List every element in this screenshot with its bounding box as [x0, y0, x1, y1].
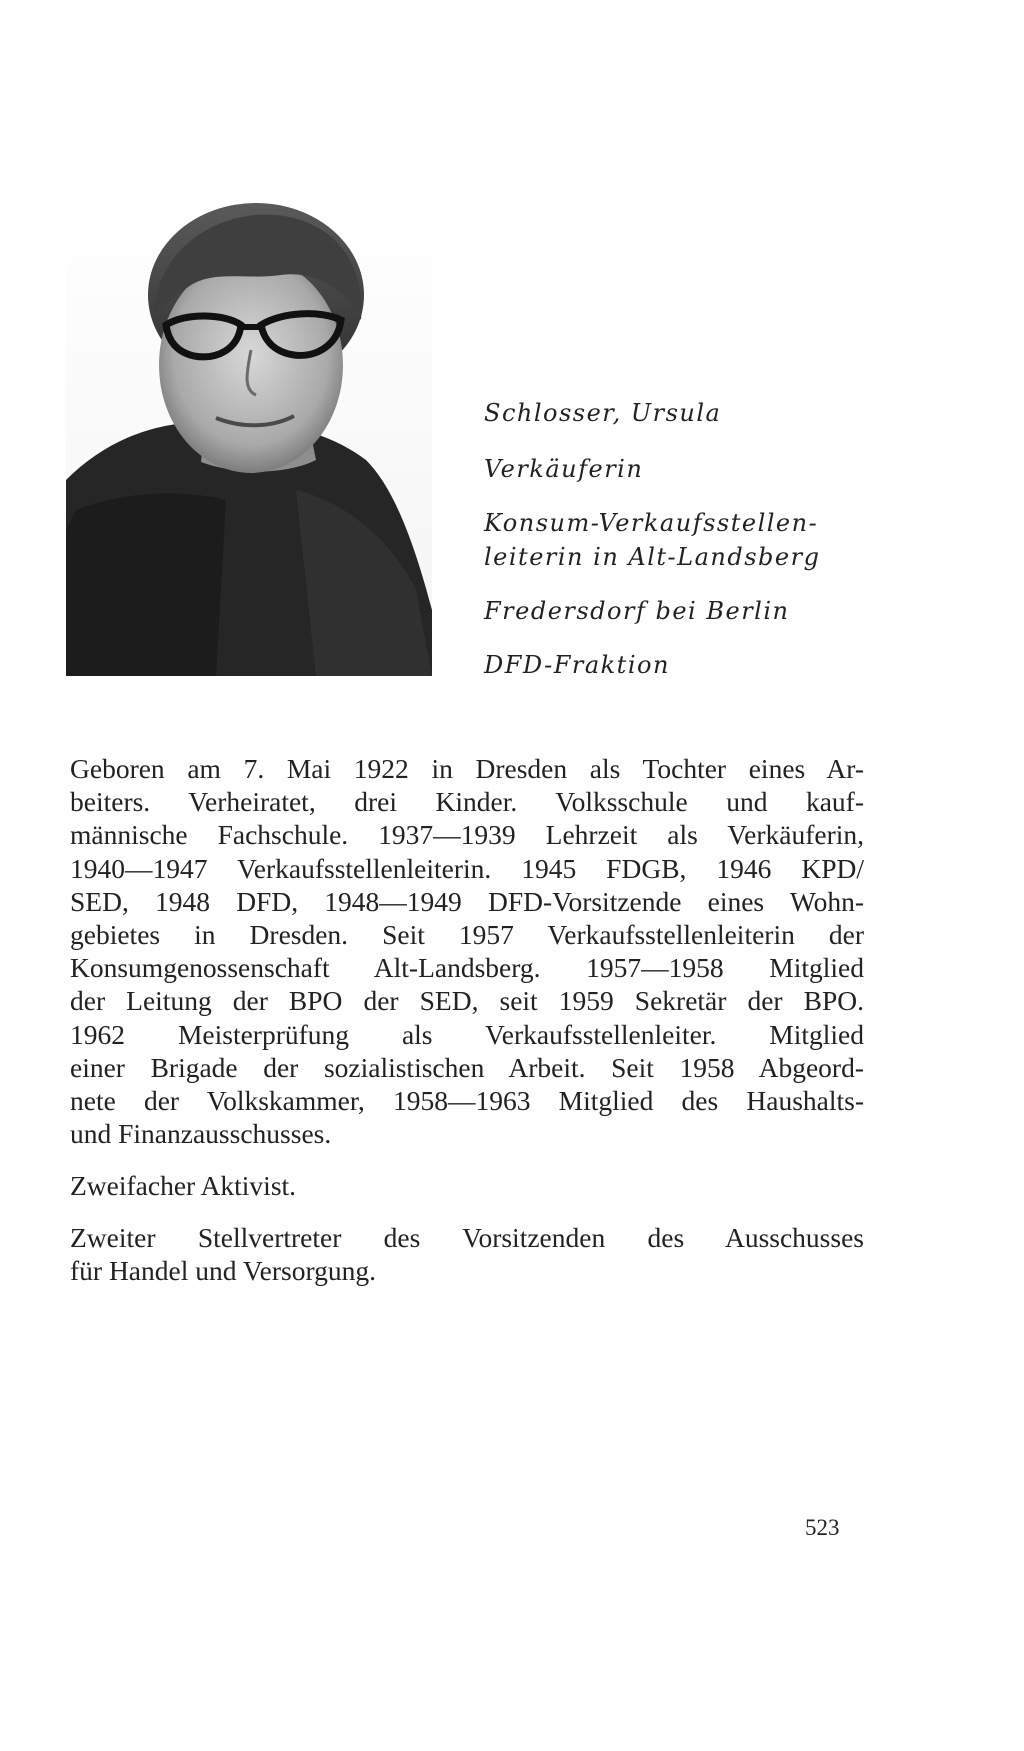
role-line: Zweiter Stellvertreter des Vorsitzenden des Ausschusses [70, 1222, 864, 1253]
biography-line: 1962 Meisterprüfung als Verkaufsstellenleiter. Mitglied [70, 1018, 864, 1050]
award-paragraph: Zweifacher Aktivist. [70, 1170, 297, 1201]
biography-line: nete der Volkskammer, 1958—1963 Mitglied des Haushalts- [70, 1085, 864, 1117]
entry-name: Schlosser, Ursula [484, 399, 722, 427]
role-line: für Handel und Versorgung. [70, 1255, 377, 1286]
biography-line: beiters. Verheiratet, drei Kinder. Volksschule und kauf- [70, 786, 864, 818]
page-number: 523 [805, 1515, 840, 1540]
biography-line: gebietes in Dresden. Seit 1957 Verkaufsstellenleiterin der [70, 919, 864, 951]
biography-line: und Finanzausschusses. [70, 1118, 332, 1150]
biography-line: einer Brigade der sozialistischen Arbeit. Seit 1958 Abgeord- [70, 1051, 864, 1083]
entry-faction: DFD-Fraktion [484, 651, 670, 679]
entry-residence: Fredersdorf bei Berlin [484, 597, 790, 625]
portrait-photo [66, 190, 432, 676]
biography-line: 1940—1947 Verkaufsstellenleiterin. 1945 FDGB, 1946 KPD/ [70, 852, 864, 884]
entry-position-line1: Konsum-Verkaufsstellen- [484, 509, 819, 537]
portrait-photo-image [66, 190, 432, 676]
biography-paragraph [70, 752, 864, 1150]
biography-line: Konsumgenossenschaft Alt-Landsberg. 1957—1958 Mitglied [70, 952, 864, 984]
entry-position-line2: leiterin in Alt-Landsberg [484, 543, 821, 571]
biography-line: männische Fachschule. 1937—1939 Lehrzeit als Verkäuferin, [70, 819, 864, 851]
biography-line: Geboren am 7. Mai 1922 in Dresden als Tochter eines Ar- [70, 753, 864, 784]
biography-line: der Leitung der BPO der SED, seit 1959 Sekretär der BPO. [70, 985, 864, 1017]
biography-line: SED, 1948 DFD, 1948—1949 DFD-Vorsitzende eines Wohn- [70, 885, 864, 917]
entry-occupation: Verkäuferin [484, 455, 644, 483]
role-paragraph [70, 1221, 864, 1287]
